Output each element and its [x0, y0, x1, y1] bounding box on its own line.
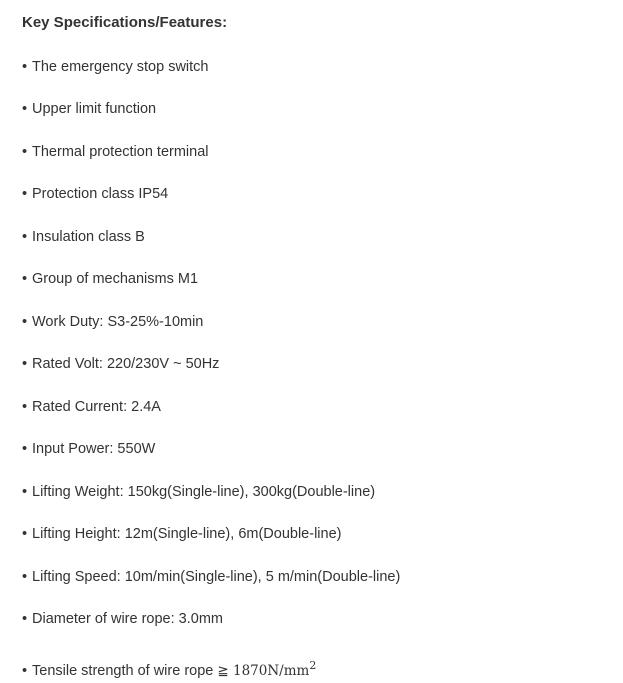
spec-item-lifting-speed: • Lifting Speed: 10m/min(Single-line), 5 m/min(Double-line) — [22, 569, 401, 585]
bullet-icon: • — [22, 356, 28, 372]
spec-item-insulation-class: • Insulation class B — [22, 229, 145, 245]
tensile-superscript: 2 — [309, 659, 317, 672]
spec-item-thermal-protection: • Thermal protection terminal — [22, 144, 209, 160]
bullet-icon: • — [22, 526, 28, 542]
bullet-icon: • — [22, 186, 28, 202]
bullet-icon: • — [22, 59, 28, 75]
bullet-icon: • — [22, 101, 28, 117]
bullet-icon: • — [22, 314, 28, 330]
spec-item-rated-current: • Rated Current: 2.4A — [22, 399, 161, 415]
bullet-icon: • — [22, 569, 28, 585]
spec-item-wire-rope-diameter: • Diameter of wire rope: 3.0mm — [22, 611, 223, 627]
bullet-icon: • — [22, 144, 28, 160]
bullet-icon: • — [22, 441, 28, 457]
specs-heading: Key Specifications/Features: — [22, 14, 228, 31]
bullet-icon: • — [22, 271, 28, 287]
tensile-label: Tensile strength of wire rope — [32, 663, 218, 679]
spec-item-group-mechanisms: • Group of mechanisms M1 — [22, 271, 199, 287]
bullet-icon: • — [22, 484, 28, 500]
spec-item-rated-volt: • Rated Volt: 220/230V ~ 50Hz — [22, 356, 220, 372]
spec-item-work-duty: • Work Duty: S3-25%-10min — [22, 314, 204, 330]
spec-item-tensile-strength — [22, 657, 316, 680]
bullet-icon: • — [22, 399, 28, 415]
spec-item-input-power: • Input Power: 550W — [22, 441, 156, 457]
bullet-icon: • — [22, 663, 28, 679]
greater-equal-symbol: ≧ — [217, 663, 229, 679]
spec-item-upper-limit: • Upper limit function — [22, 101, 157, 117]
spec-item-lifting-height: • Lifting Height: 12m(Single-line), 6m(Double-line) — [22, 526, 342, 542]
tensile-value: 1870N/mm — [228, 663, 310, 679]
spec-item-protection-class: • Protection class IP54 — [22, 186, 169, 202]
bullet-icon: • — [22, 229, 28, 245]
spec-item-emergency-stop: • The emergency stop switch — [22, 59, 209, 75]
spec-item-lifting-weight: • Lifting Weight: 150kg(Single-line), 300kg(Double-line) — [22, 484, 376, 500]
bullet-icon: • — [22, 611, 28, 627]
